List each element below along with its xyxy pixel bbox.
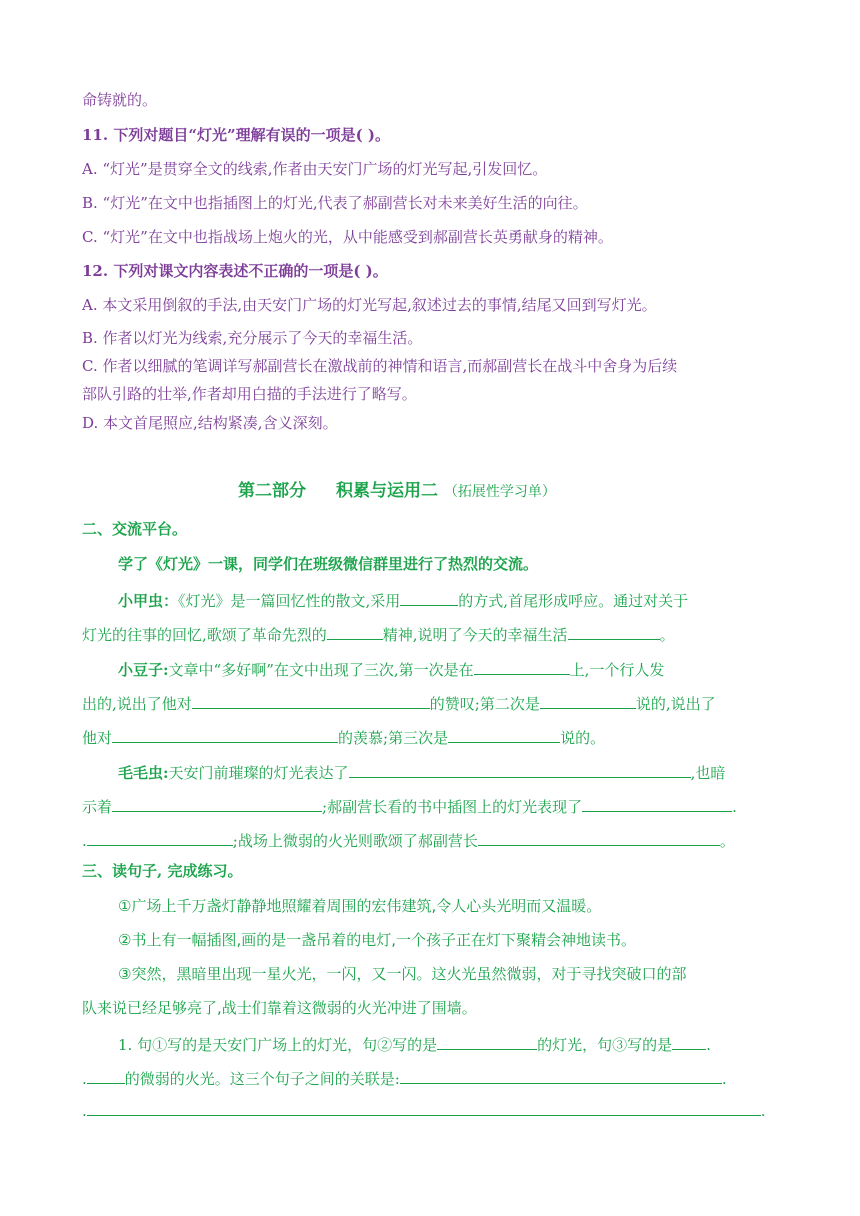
mmc-blank-2[interactable] <box>112 794 322 812</box>
xjc-line-2 <box>82 622 675 646</box>
exercise-1-line-1 <box>118 1032 711 1056</box>
mmc-text-1: 天安门前璀璨的灯光表达了 <box>168 764 349 782</box>
question-12-option-a: A. 本文采用倒叙的手法,由天安门广场的灯光写起,叙述过去的事情,结尾又回到写灯光。 <box>82 296 657 314</box>
mmc-blank-4[interactable] <box>87 828 233 846</box>
xjc-text-2: 的方式,首尾形成呼应。通过对关于 <box>458 592 689 610</box>
xdz-text-1: 文章中“多好啊”在文中出现了三次,第一次是在 <box>168 661 474 679</box>
mmc-text-4: ;郝副营长看的书中插图上的灯光表现了 <box>322 798 583 816</box>
exercise-1-text-2: 的灯光，句③写的是 <box>537 1036 673 1054</box>
xdz-text-8: 说的。 <box>560 729 606 747</box>
exercise-1-blank-4[interactable] <box>400 1066 722 1084</box>
section-title-part: 第二部分 <box>238 481 306 501</box>
xdz-blank-1[interactable] <box>474 657 570 675</box>
exercise-1-blank-3[interactable] <box>87 1066 125 1084</box>
xdz-speaker: 小豆子: <box>118 661 169 679</box>
mmc-text-6: . <box>82 832 87 850</box>
sentence-2: ②书上有一幅插图,画的是一盏吊着的电灯,一个孩子正在灯下聚精会神地读书。 <box>118 931 636 949</box>
mmc-line-1 <box>118 760 725 784</box>
question-12-option-d: D. 本文首尾照应,结构紧凑,含义深刻。 <box>82 414 338 432</box>
exercise-1-blank-1[interactable] <box>437 1032 537 1050</box>
question-11-option-c: C. “灯光”在文中也指战场上炮火的光，从中能感受到郝副营长英勇献身的精神。 <box>82 228 613 246</box>
exercise-1-text-4: . <box>82 1070 87 1088</box>
question-12-stem: 12. 下列对课文内容表述不正确的一项是( )。 <box>82 262 388 280</box>
xdz-blank-3[interactable] <box>540 691 636 709</box>
xjc-blank-2[interactable] <box>327 622 383 640</box>
exercise-1-line-2 <box>82 1066 727 1090</box>
mmc-blank-1[interactable] <box>349 760 691 778</box>
exercise-1-text-8: . <box>760 1102 766 1120</box>
exercise-1-text-1: 1. 句①写的是天安门广场上的灯光，句②写的是 <box>118 1036 438 1054</box>
exercise-1-text-7: . <box>82 1102 87 1120</box>
exercise-1-blank-2[interactable] <box>672 1032 706 1050</box>
exercise-1-text-6: . <box>721 1070 727 1088</box>
xdz-blank-2[interactable] <box>192 691 430 709</box>
xjc-text-4: 精神,说明了今天的幸福生活 <box>382 626 568 644</box>
sentence-3-cont: 队来说已经足够亮了,战士们靠着这微弱的火光冲进了围墙。 <box>82 999 477 1017</box>
mmc-blank-3[interactable] <box>582 794 732 812</box>
xdz-line-1 <box>118 657 664 681</box>
mmc-speaker: 毛毛虫: <box>118 764 169 782</box>
xdz-text-4: 的赞叹;第二次是 <box>429 695 540 713</box>
xjc-text-3: 灯光的往事的回忆,歌颂了革命先烈的 <box>82 626 327 644</box>
xdz-line-2 <box>82 691 716 715</box>
mmc-text-2: ,也暗 <box>690 764 726 782</box>
sentence-1: ①广场上千万盏灯静静地照耀着周围的宏伟建筑,令人心头光明而又温暖。 <box>118 897 602 915</box>
mmc-text-7: ;战场上微弱的火光则歌颂了郝副营长 <box>232 832 478 850</box>
xdz-blank-4[interactable] <box>112 725 338 743</box>
exercise-1-blank-5[interactable] <box>87 1098 761 1116</box>
mmc-line-3 <box>82 828 735 852</box>
xjc-text-5: 。 <box>659 626 675 644</box>
question-12-option-c-cont: 部队引路的壮举,作者却用白描的手法进行了略写。 <box>82 385 417 403</box>
sentence-3: ③突然，黑暗里出现一星火光，一闪，又一闪。这火光虽然微弱，对于寻找突破口的部 <box>118 965 687 983</box>
xdz-text-6: 他对 <box>82 729 113 747</box>
xjc-speaker: 小甲虫： <box>118 592 179 610</box>
section-title-main: 积累与运用二 <box>336 481 438 501</box>
section-title <box>238 480 556 503</box>
exercise-1-text-5: 的微弱的火光。这三个句子之间的关联是: <box>124 1070 400 1088</box>
exercise-1-line-3 <box>82 1098 766 1122</box>
mmc-line-2 <box>82 794 737 818</box>
mmc-blank-5[interactable] <box>478 828 720 846</box>
section-3-heading: 三、读句子, 完成练习。 <box>82 862 243 880</box>
question-11-stem: 11. 下列对题目“灯光”理解有误的一项是( )。 <box>82 126 390 144</box>
question-11-option-a: A. “灯光”是贯穿全文的线索,作者由天安门广场的灯光写起,引发回忆。 <box>82 160 548 178</box>
section-title-subtitle: （拓展性学习单） <box>443 484 556 500</box>
xjc-line-1 <box>118 588 688 612</box>
prev-paragraph-tail: 命铸就的。 <box>82 91 158 109</box>
question-12-option-c: C. 作者以细腻的笔调详写郝副营长在激战前的神情和语言,而郝副营长在战斗中舍身为后续 <box>82 357 678 375</box>
xdz-text-2: 上,一个行人发 <box>569 661 665 679</box>
section-2-heading: 二、交流平台。 <box>82 520 188 538</box>
xdz-blank-5[interactable] <box>448 725 560 743</box>
question-11-option-b: B. “灯光”在文中也指插图上的灯光,代表了郝副营长对未来美好生活的向往。 <box>82 194 588 212</box>
xdz-text-7: 的羡慕;第三次是 <box>338 729 449 747</box>
xdz-text-5: 说的,说出了 <box>635 695 716 713</box>
xjc-blank-3[interactable] <box>568 622 660 640</box>
xdz-line-3 <box>82 725 605 749</box>
section-2-intro: 学了《灯光》一课，同学们在班级微信群里进行了热烈的交流。 <box>118 555 539 573</box>
xdz-text-3: 出的,说出了他对 <box>82 695 192 713</box>
mmc-text-5: . <box>732 798 737 816</box>
xjc-blank-1[interactable] <box>400 588 458 606</box>
xjc-text-1: 《灯光》是一篇回忆性的散文,采用 <box>178 592 401 610</box>
mmc-text-8: 。 <box>719 832 735 850</box>
question-12-option-b: B. 作者以灯光为线索,充分展示了今天的幸福生活。 <box>82 329 423 347</box>
mmc-text-3: 示着 <box>82 798 113 816</box>
exercise-1-text-3: . <box>706 1036 711 1054</box>
